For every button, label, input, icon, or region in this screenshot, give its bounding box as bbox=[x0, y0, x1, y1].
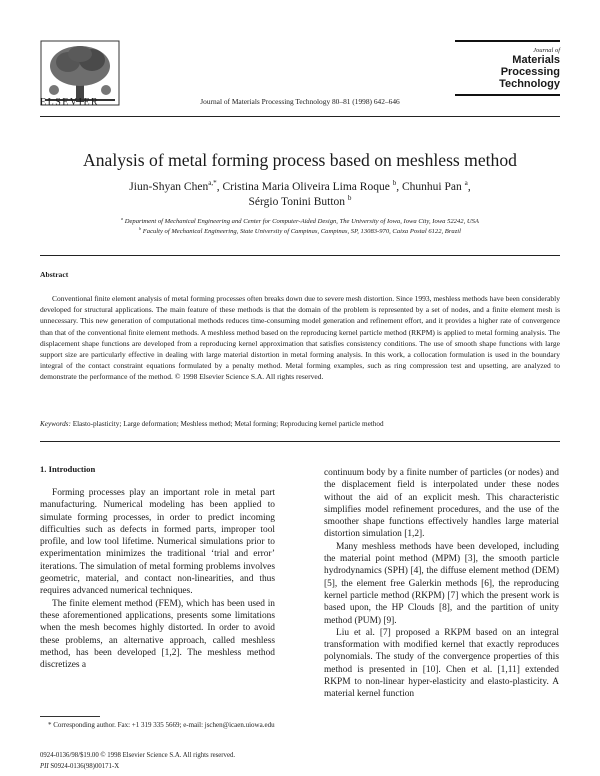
author-button-affil: b bbox=[347, 194, 352, 203]
affiliation-a-text: Department of Mechanical Engineering and Center for Computer-Aided Design, The University of Iowa, Iowa City, Iowa 52242, USA bbox=[124, 218, 479, 225]
author-pan: , Chunhui Pan bbox=[396, 181, 462, 193]
journal-logo-top-rule bbox=[455, 40, 560, 42]
paragraph: continuum body by a finite number of particles (or nodes) and the displacement field is interpolated under these nodes without the aid of an explicit mesh. This characteristic simplifies model refinement procedures, and the use of the smoother shape functions effectively handles large material distortion simulation [1,2]. bbox=[324, 468, 559, 540]
publisher-name: ELSEVIER bbox=[40, 97, 100, 108]
authors-line-2 bbox=[40, 196, 560, 208]
copyright-line: 0924-0136/98/$19.00 © 1998 Elsevier Science S.A. All rights reserved. bbox=[40, 752, 236, 759]
header-divider bbox=[40, 116, 560, 117]
author-roque-affil: b bbox=[392, 179, 397, 188]
affiliation-b-marker: b bbox=[139, 225, 142, 231]
author-pan-affil: a bbox=[464, 179, 468, 188]
journal-logo-bottom-rule bbox=[455, 94, 560, 96]
left-column bbox=[40, 487, 275, 671]
affiliation-a bbox=[40, 215, 560, 225]
keywords-list: Elasto-plasticity; Large deformation; Meshless method; Metal forming; Reproducing kernel particle method bbox=[72, 420, 384, 428]
authors-comma: , bbox=[467, 181, 471, 193]
authors-line-1 bbox=[40, 181, 560, 193]
affiliation-b bbox=[40, 225, 560, 235]
journal-logo bbox=[455, 40, 560, 98]
footnote-divider bbox=[40, 716, 100, 717]
corresponding-author-footnote: * Corresponding author. Fax: +1 319 335 5669; e-mail: jschen@icaen.uiowa.edu bbox=[48, 721, 275, 729]
author-roque: , Cristina Maria Oliveira Lima Roque bbox=[216, 181, 390, 193]
section-heading-introduction: 1. Introduction bbox=[40, 464, 96, 474]
journal-logo-name bbox=[455, 54, 560, 90]
affiliation-a-marker: a bbox=[121, 215, 124, 221]
abstract-bottom-divider bbox=[40, 441, 560, 442]
keywords bbox=[40, 420, 560, 428]
journal-citation: Journal of Materials Processing Technology 80–81 (1998) 642–646 bbox=[200, 97, 400, 106]
paragraph: Forming processes play an important role in metal part manufacturing. Numerical modeling has been applied to simulate forming processes, in order to predict incoming difficulties such as defects in formed parts, improper tool profile, and low tool lifetime. Numerical simulations prior to experimentation minimizes the traditional ‘trial and error’ iterations. The simulation of metal forming problems involves geometric, material, and contact non-linearities, and thus requires advanced numerical techniques. bbox=[40, 488, 275, 597]
abstract-heading: Abstract bbox=[40, 270, 69, 279]
keywords-label: Keywords: bbox=[40, 420, 71, 428]
paragraph: The finite element method (FEM), which has been used in these aforementioned applications, presents some limitations when the mesh becomes highly distorted. In order to avoid these problems, an alternative approach, called meshless method, has been developed [1,2]. The meshless method discretizes a bbox=[40, 598, 275, 671]
author-chen-affil: a,* bbox=[208, 179, 217, 188]
journal-logo-of: Journal of bbox=[533, 47, 560, 54]
author-button: Sérgio Tonini Button bbox=[248, 196, 346, 208]
journal-logo-line-1: Materials bbox=[512, 54, 560, 66]
right-column bbox=[324, 467, 559, 701]
paragraph: Many meshless methods have been developed, including the material point method (MPM) [3], the smooth particle hydrodynamics (SPH) [4], the diffuse element method (DEM) [5], the element free Galerkin methods [6], the reproducing kernel particle method (RKPM) [7] which the present work is based upon, the HP Clouds [8], and the partition of unity method (PUM) [9]. bbox=[324, 541, 559, 626]
author-chen: Jiun-Shyan Chen bbox=[129, 181, 209, 193]
pii-line bbox=[40, 763, 119, 770]
abstract-top-divider bbox=[40, 255, 560, 256]
paper-title: Analysis of metal forming process based on meshless method bbox=[83, 150, 517, 170]
paragraph: Liu et al. [7] proposed a RKPM based on an integral transformation with modified kernel that exactly reproduces polynomials. The study of the convergence properties of this method is presented in [10]. Chen et al. [1,11] extended RKPM to non-linear hyper-elasticity and elasto-plasticity. A material kernel function bbox=[324, 627, 559, 700]
pii-value: S0924-0136(98)00171-X bbox=[50, 763, 120, 770]
abstract-text: Conventional finite element analysis of metal forming processes often breaks down due to severe mesh distortion. Since 1993, meshless methods have been considerably developed for structural applications. The main feature of these methods is that the domain of the problem is represented by a set of nodes, and a finite element mesh is unnecessary. This new generation of computational methods reduces time-consuming model generation and refinement effort, and it provides a higher rate of convergence than that of the conventional finite element methods. A meshless method based on the reproducing kernel particle method (RKPM) is applied to metal forming analysis. The displacement shape functions are developed from a reproducing kernel approximation that satisfies consistency conditions. The use of smooth shape functions with large support size are particularly effective in dealing with large material distortion in metal forming analysis. In this work, a collocation formulation is used in the boundary integral of the contact constraint equations formulated by a penalty method. Metal forming examples, such as ring compression test and upsetting, are analyzed to demonstrate the performance of the method. © 1998 Elsevier Science S.A. All rights reserved. bbox=[40, 294, 560, 382]
journal-logo-line-2: Processing bbox=[500, 66, 560, 78]
affiliation-b-text: Faculty of Mechanical Engineering, State University of Campinas, Campinas, SP, 13083-970, Caixa Postal 6122, Brazil bbox=[142, 228, 461, 235]
journal-logo-line-3: Technology bbox=[499, 78, 560, 90]
pii-label: PII bbox=[40, 763, 49, 770]
